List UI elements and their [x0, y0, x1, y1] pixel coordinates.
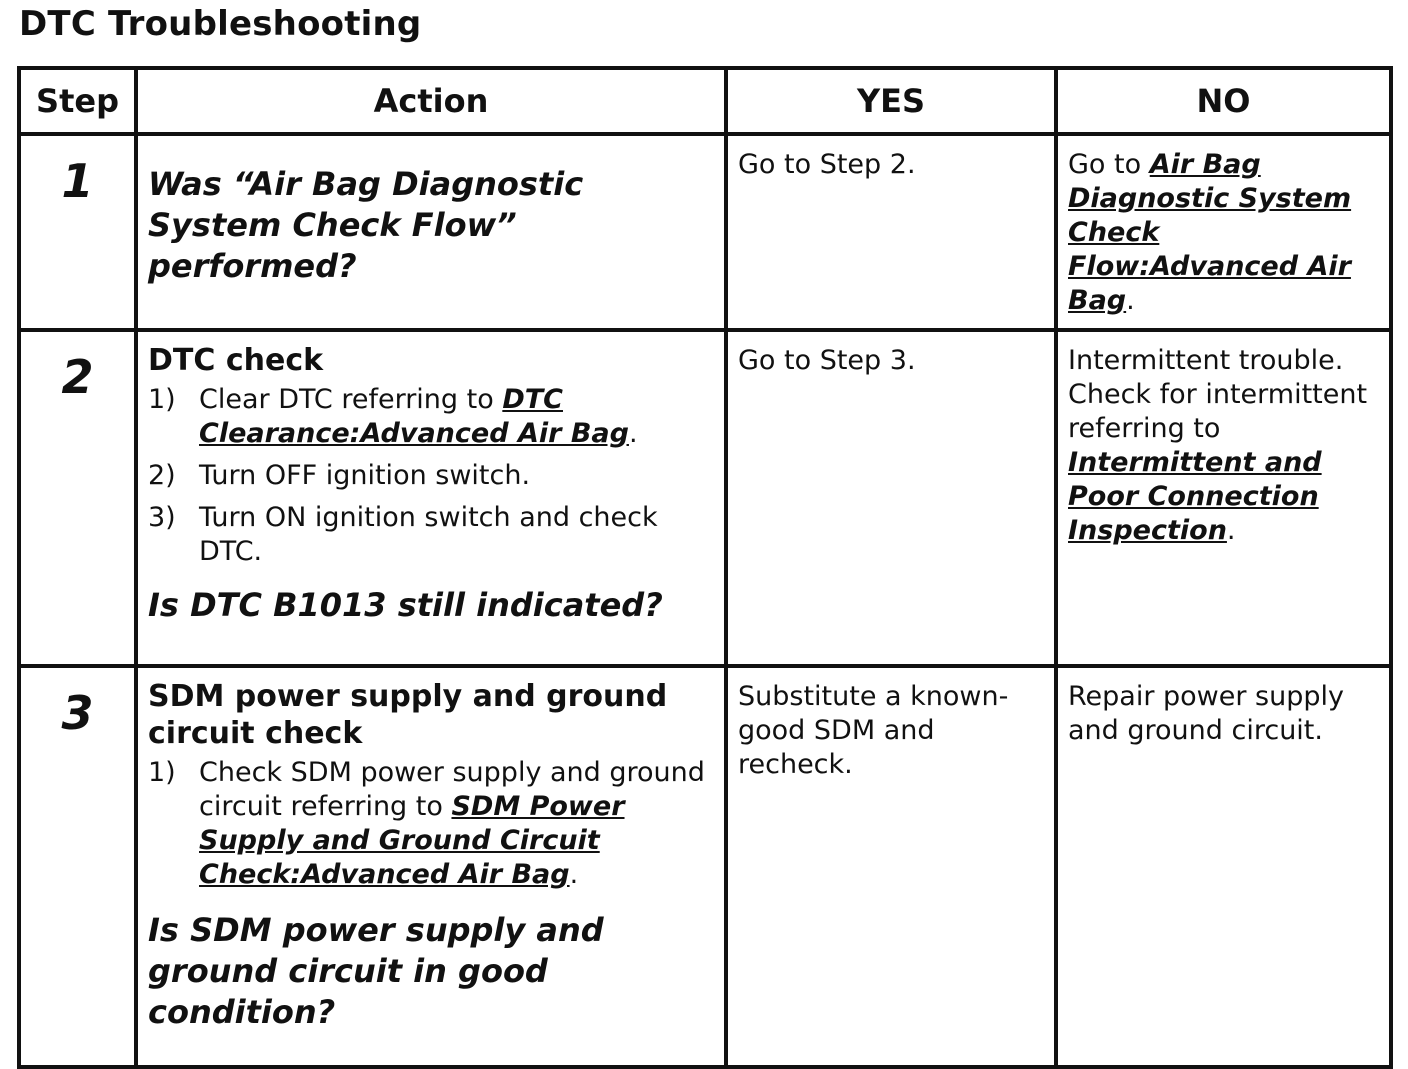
- table-row: [19, 666, 1391, 1067]
- substep-text: [199, 756, 714, 892]
- header-no: NO: [1056, 68, 1391, 134]
- page-title: DTC Troubleshooting: [19, 4, 422, 44]
- yes-cell: [726, 666, 1056, 1067]
- header-yes: YES: [726, 68, 1056, 134]
- list-item: [148, 501, 714, 569]
- table-row: [19, 330, 1391, 666]
- no-text-prefix: Intermittent trouble. Check for intermittent referring to: [1068, 345, 1368, 444]
- substep-text: Turn OFF ignition switch.: [199, 460, 531, 491]
- table-row: [19, 134, 1391, 330]
- step-number: 2: [19, 330, 136, 666]
- table-header-row: [19, 68, 1391, 134]
- action-cell: [136, 666, 726, 1067]
- list-item: [148, 756, 714, 892]
- substep-number: 1): [148, 384, 176, 415]
- reference-link[interactable]: SDM Power Supply and Ground Circuit Check:Advanced Air Bag: [199, 791, 625, 890]
- step-question: Was “Air Bag Diagnostic System Check Flow” performed?: [148, 165, 584, 285]
- substep-list: [148, 756, 714, 892]
- no-text: Repair power supply and ground circuit.: [1068, 681, 1344, 746]
- step-question: Is DTC B1013 still indicated?: [148, 586, 663, 624]
- no-text-suffix: .: [1126, 285, 1135, 316]
- reference-link[interactable]: Intermittent and Poor Connection Inspection: [1068, 447, 1322, 546]
- substep-list: [148, 383, 714, 569]
- action-cell: [136, 330, 726, 666]
- substep-text-main: Clear DTC referring to: [199, 384, 503, 415]
- substep-number: 2): [148, 460, 176, 491]
- header-step: Step: [19, 68, 136, 134]
- yes-text: Go to Step 3.: [738, 345, 916, 376]
- no-text-prefix: Go to: [1068, 149, 1150, 180]
- substep-number: 1): [148, 757, 176, 788]
- substep-text-main: Check SDM power supply and ground circuit referring to: [199, 757, 705, 822]
- reference-link[interactable]: Air Bag Diagnostic System Check Flow:Advanced Air Bag: [1068, 149, 1352, 316]
- no-cell: [1056, 666, 1391, 1067]
- step-number: 3: [19, 666, 136, 1067]
- dtc-troubleshooting-table: [17, 66, 1393, 1069]
- header-action: Action: [136, 68, 726, 134]
- step-number: 1: [19, 134, 136, 330]
- action-cell: [136, 134, 726, 330]
- step-question: Is SDM power supply and ground circuit in good condition?: [148, 911, 604, 1031]
- no-cell: [1056, 330, 1391, 666]
- list-item: [148, 383, 714, 451]
- step-heading: DTC check: [148, 343, 324, 378]
- substep-number: 3): [148, 502, 176, 533]
- substep-text: [199, 383, 714, 451]
- substep-text: Turn ON ignition switch and check DTC.: [199, 502, 658, 567]
- no-text-suffix: .: [1226, 515, 1236, 546]
- yes-cell: [726, 134, 1056, 330]
- substep-suffix: .: [569, 859, 579, 890]
- yes-text: Substitute a known-good SDM and recheck.: [738, 681, 1009, 780]
- yes-cell: [726, 330, 1056, 666]
- no-cell: [1056, 134, 1391, 330]
- list-item: [148, 459, 714, 493]
- yes-text: Go to Step 2.: [738, 149, 916, 180]
- reference-link[interactable]: DTC Clearance:Advanced Air Bag: [199, 384, 629, 449]
- step-heading: SDM power supply and ground circuit check: [148, 679, 668, 751]
- substep-suffix: .: [628, 418, 638, 449]
